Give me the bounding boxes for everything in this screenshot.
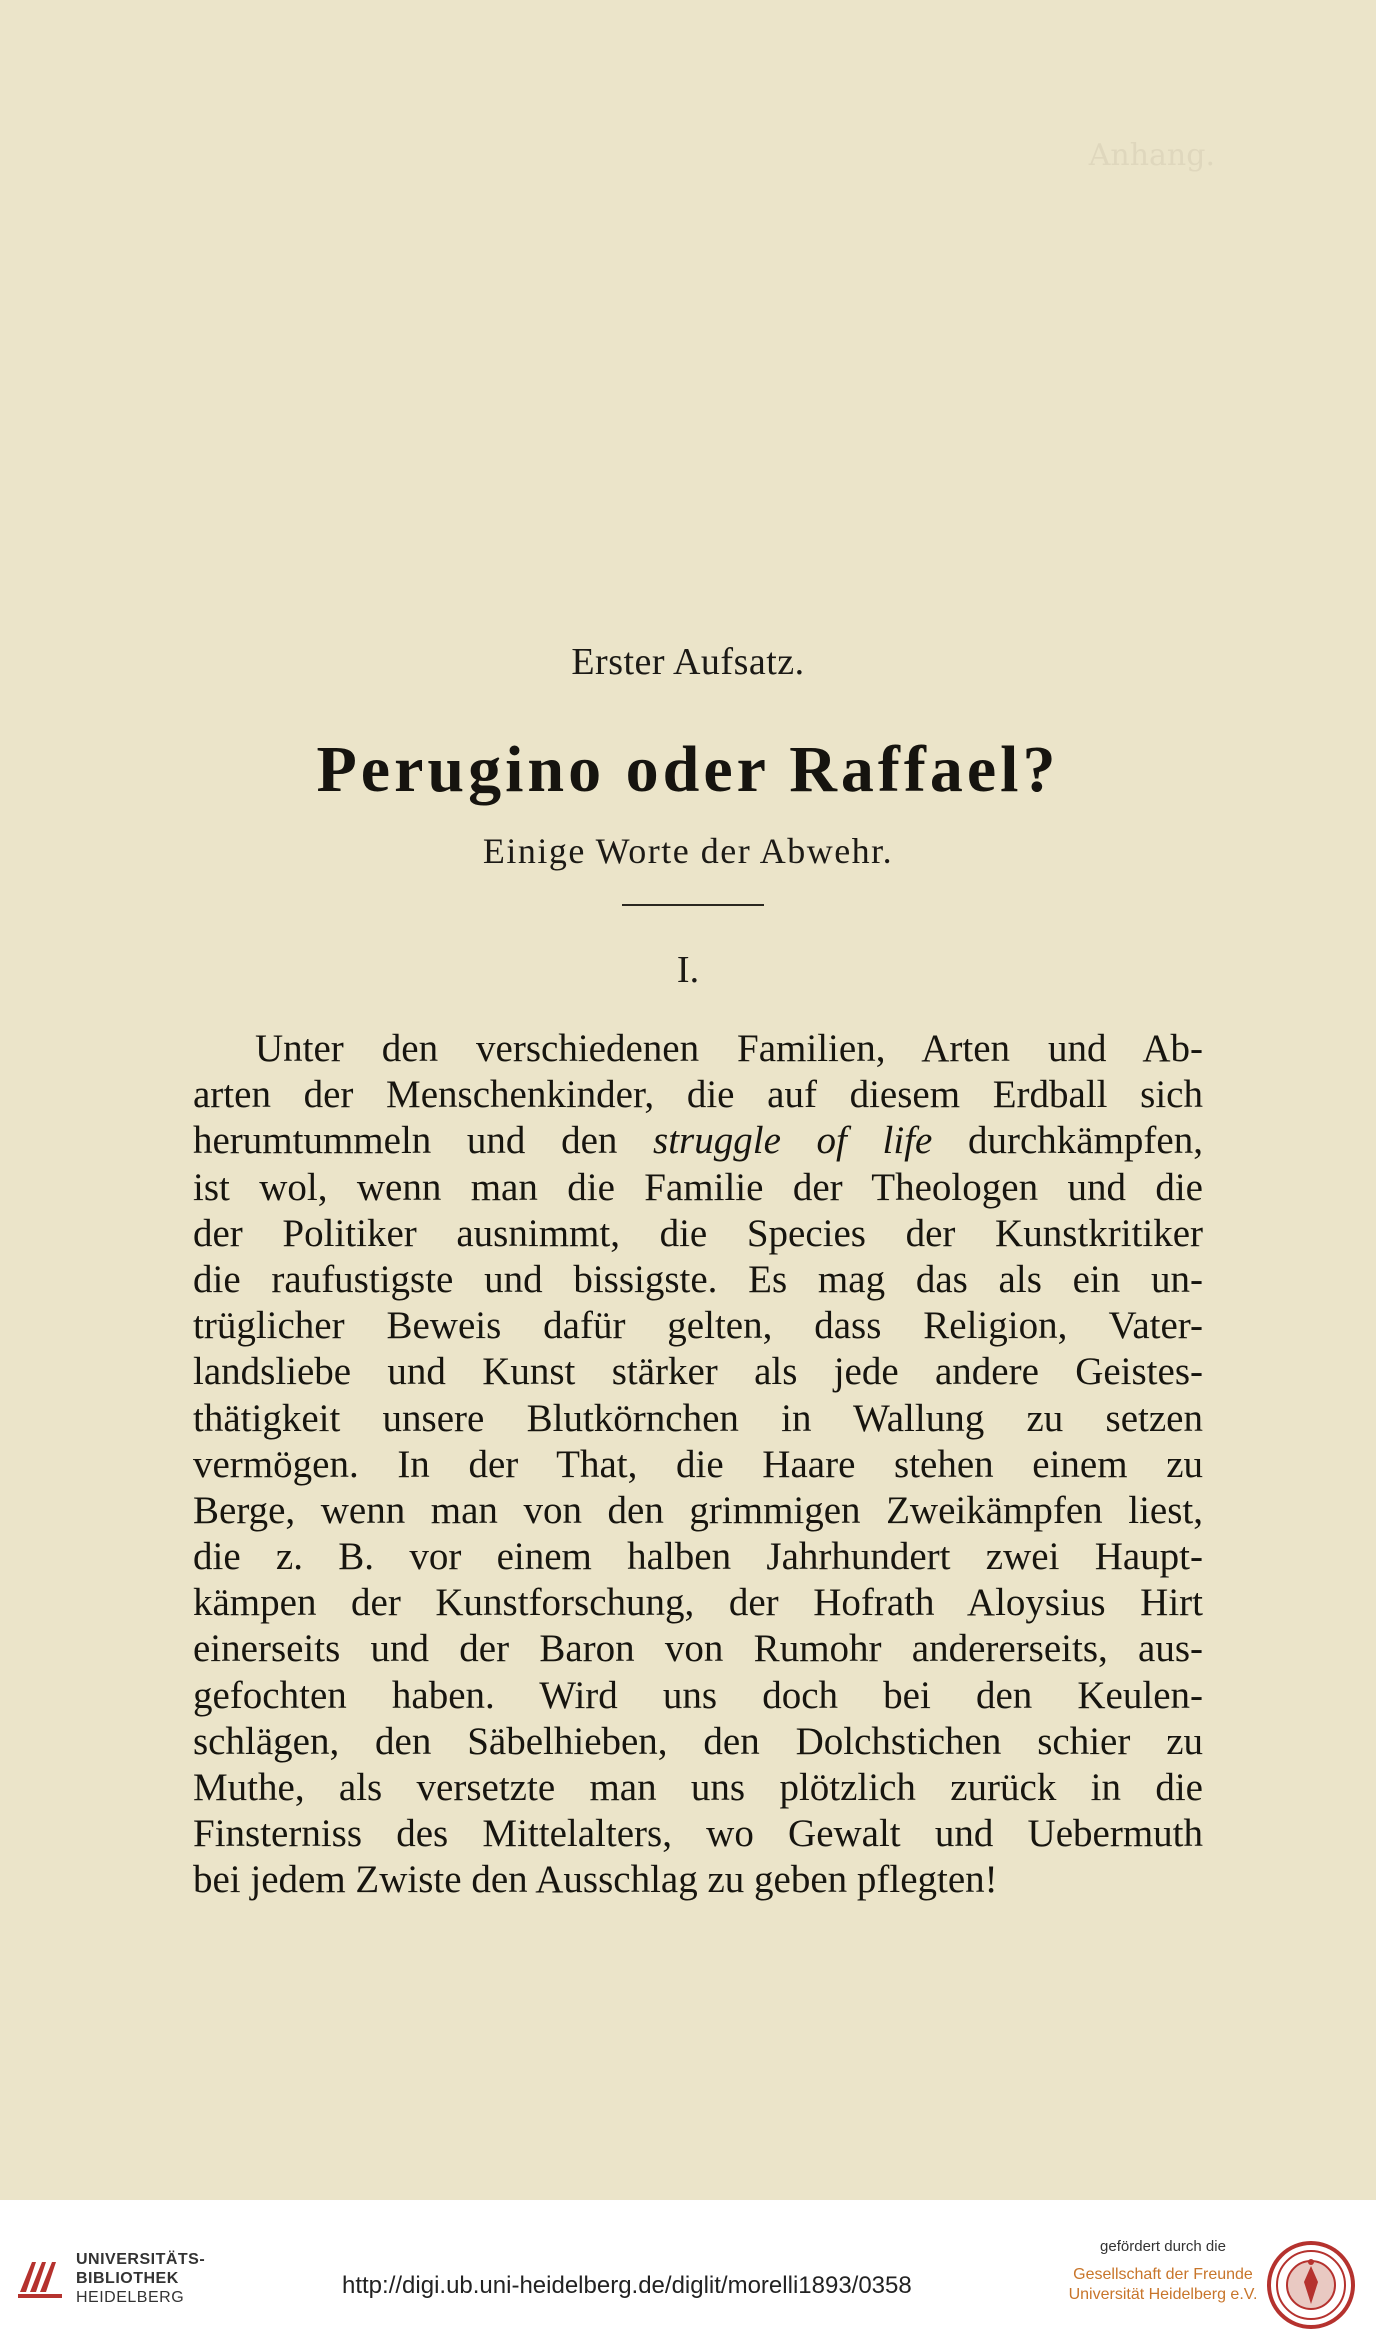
text-line: Muthe, als versetzte man uns plötzlich zurück in die: [193, 1766, 1203, 1809]
university-library-logo-icon: [14, 2252, 66, 2304]
permalink-url[interactable]: http://digi.ub.uni-heidelberg.de/diglit/morelli1893/0358: [342, 2272, 912, 2299]
university-seal-icon: [1266, 2240, 1356, 2330]
body-paragraph: [193, 1026, 1203, 1904]
italic-phrase: struggle of life: [653, 1119, 933, 1163]
text-line-end: durchkämpfen,: [932, 1119, 1203, 1163]
text-line: ist wol, wenn man die Familie der Theologen und die: [193, 1165, 1203, 1209]
sponsor-credit: gefördert durch die Gesellschaft der Freunde Universität Heidelberg e.V.: [1068, 2238, 1258, 2303]
text-line: [193, 1118, 1203, 1164]
text-line: Finsterniss des Mittelalters, wo Gewalt und Uebermuth: [193, 1812, 1203, 1856]
text-line: vermögen. In der That, die Haare stehen einem zu: [193, 1442, 1203, 1486]
show-through-header: Anhang.: [1088, 138, 1215, 173]
page-title: Perugino oder Raffael?: [316, 733, 1060, 806]
title-divider: [622, 904, 764, 906]
text-line: gefochten haben. Wird uns doch bei den Keulen-: [193, 1673, 1203, 1717]
text-line-start: herumtummeln und den: [193, 1119, 654, 1163]
text-line: einerseits und der Baron von Rumohr andererseits, aus-: [193, 1627, 1203, 1671]
text-line: Berge, wenn man von den grimmigen Zweikämpfen liest,: [193, 1488, 1203, 1532]
essay-label: Erster Aufsatz.: [571, 641, 805, 683]
text-line: arten der Menschenkinder, die auf diesem Erdball sich: [193, 1073, 1203, 1117]
text-line: thätigkeit unsere Blutkörnchen in Wallung zu setzen: [193, 1396, 1203, 1440]
text-line: Unter den verschiedenen Familien, Arten und Ab-: [255, 1027, 1203, 1070]
text-line: schlägen, den Säbelhieben, den Dolchstichen schier zu: [193, 1719, 1203, 1763]
text-line: die raufustigste und bissigste. Es mag das als ein un-: [193, 1257, 1203, 1301]
digitization-footer: [0, 2200, 1376, 2336]
text-line: die z. B. vor einem halben Jahrhundert zwei Haupt-: [193, 1535, 1203, 1579]
section-number: I.: [676, 949, 700, 991]
text-line: der Politiker ausnimmt, die Species der Kunstkritiker: [193, 1211, 1203, 1255]
text-line: trüglicher Beweis dafür gelten, dass Religion, Vater-: [193, 1304, 1203, 1348]
page-subtitle: Einige Worte der Abwehr.: [482, 831, 894, 871]
library-name: UNIVERSITÄTS- BIBLIOTHEK HEIDELBERG: [76, 2251, 206, 2306]
text-line: landsliebe und Kunst stärker als jede andere Geistes-: [193, 1350, 1203, 1394]
text-line: kämpen der Kunstforschung, der Hofrath Aloysius Hirt: [193, 1581, 1203, 1625]
text-line: bei jedem Zwiste den Ausschlag zu geben pflegten!: [193, 1858, 998, 1902]
